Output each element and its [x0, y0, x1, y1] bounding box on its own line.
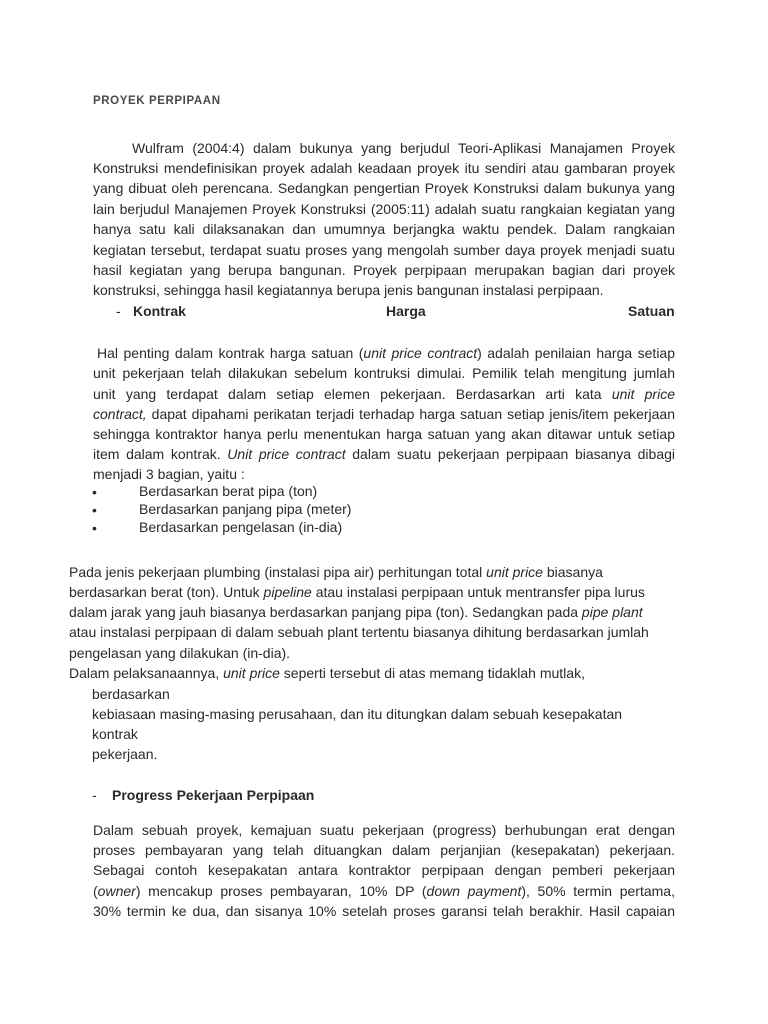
list-item: Berdasarkan berat pipa (ton): [139, 483, 318, 499]
para2-line: item dalam kontrak. Unit price contract dalam suatu pekerjaan perpipaan biasanya dibagi: [93, 446, 675, 462]
heading1-word: Harga: [386, 303, 426, 319]
para2-line: Hal penting dalam kontrak harga satuan (unit price contract) adalah penilaian harga setiap: [97, 345, 675, 361]
para3-line: berdasarkan: [92, 686, 170, 702]
para3-line: pengelasan yang dilakukan (in-dia).: [69, 645, 291, 661]
heading2-title: Progress Pekerjaan Perpipaan: [112, 787, 315, 803]
para1-line: Konstruksi mendefinisikan proyek adalah keadaan proyek itu sendiri atau gambaran proyek: [93, 160, 675, 176]
document-title: PROYEK PERPIPAAN: [93, 95, 221, 107]
para4-line: proses pembayaran yang telah dituangkan dalam perjanjian (kesepakatan) pekerjaan.: [93, 842, 675, 858]
para1-line: hasil kegiatan yang berupa bangunan. Proyek perpipaan merupakan bagian dari proyek: [93, 262, 675, 278]
para3-line: kebiasaan masing-masing perusahaan, dan itu ditungkan dalam sebuah kesepakatan: [92, 706, 623, 722]
para1-line: lain berjudul Manajemen Proyek Konstruksi (2005:11) adalah suatu rangkaian kegiatan yang: [93, 201, 675, 217]
para1-line: hanya satu kali dilaksanakan dan umumnya berjangka waktu pendek. Dalam rangkaian: [93, 221, 675, 237]
para3-line: pekerjaan.: [92, 746, 158, 762]
heading1-dash: -: [116, 303, 121, 319]
para1-line: yang dibuat oleh perencana. Sedangkan pengertian Proyek Konstruksi dalam bukunya yang: [93, 180, 675, 196]
para2-line: unit yang terdapat dalam setiap elemen pekerjaan. Berdasarkan arti kata unit price: [93, 386, 675, 402]
para4-line: Dalam sebuah proyek, kemajuan suatu pekerjaan (progress) berhubungan erat dengan: [93, 822, 675, 838]
bullet-dot-icon: •: [92, 484, 97, 500]
para3-line: Pada jenis pekerjaan plumbing (instalasi pipa air) perhitungan total unit price biasanya: [69, 564, 603, 580]
heading1-word: Satuan: [628, 303, 675, 319]
heading2-dash: -: [92, 787, 97, 803]
para2-line: menjadi 3 bagian, yaitu :: [93, 466, 245, 482]
para2-line: contract, dapat dipahami perikatan terjadi terhadap harga satuan setiap jenis/item pekerjaan: [93, 406, 675, 422]
para3-line: Dalam pelaksanaannya, unit price seperti tersebut di atas memang tidaklah mutlak,: [69, 665, 585, 681]
para3-line: atau instalasi perpipaan di dalam sebuah plant tertentu biasanya dihitung berdasarkan jumlah: [69, 624, 649, 640]
heading1-word: Kontrak: [133, 303, 186, 319]
para1-line: Wulfram (2004:4) dalam bukunya yang berjudul Teori-Aplikasi Manajamen Proyek: [132, 140, 675, 156]
para4-line: 30% termin ke dua, dan sisanya 10% setelah proses garansi telah berakhir. Hasil capaian: [93, 903, 675, 919]
para3-line: berdasarkan berat (ton). Untuk pipeline atau instalasi perpipaan untuk mentransfer pipa lurus: [69, 584, 645, 600]
para3-line: kontrak: [92, 726, 138, 742]
para4-line: (owner) mencakup proses pembayaran, 10% DP (down payment), 50% termin pertama,: [93, 883, 675, 899]
list-item: Berdasarkan pengelasan (in-dia): [139, 519, 343, 535]
para2-line: sehingga kontraktor hanya perlu menentukan harga satuan yang akan ditawar untuk setiap: [93, 426, 675, 442]
para1-line: kegiatan tersebut, terdapat suatu proses yang mengolah sumber daya proyek menjadi suatu: [93, 242, 675, 258]
bullet-dot-icon: •: [92, 502, 97, 518]
bullet-dot-icon: •: [92, 520, 97, 536]
para3-line: dalam jarak yang jauh biasanya berdasarkan panjang pipa (ton). Sedangkan pada pipe plant: [69, 604, 643, 620]
list-item: Berdasarkan panjang pipa (meter): [139, 501, 352, 517]
para2-line: unit pekerjaan telah dilakukan sebelum kontruksi dimulai. Pemilik telah mengitung jumlah: [93, 365, 675, 381]
para1-line: konstruksi, sehingga hasil kegiatannya berupa jenis bangunan instalasi perpipaan.: [93, 282, 604, 298]
para4-line: Sebagai contoh kesepakatan antara kontraktor perpipaan dengan pemberi pekerjaan: [93, 862, 675, 878]
